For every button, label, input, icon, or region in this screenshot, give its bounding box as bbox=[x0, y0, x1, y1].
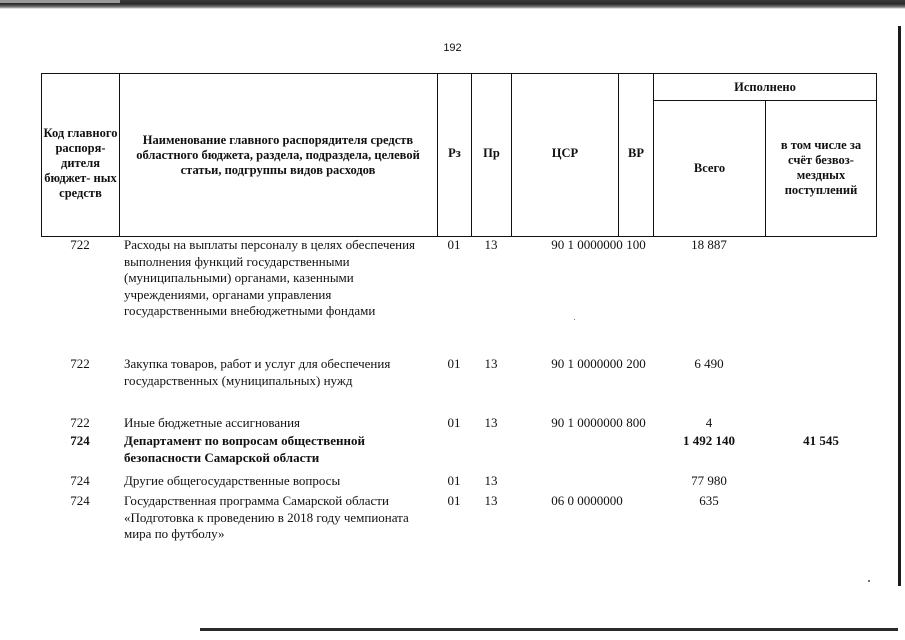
cell-name: Другие общегосударственные вопросы bbox=[124, 473, 341, 488]
scan-edge-top bbox=[0, 0, 905, 9]
cell-code: 724 bbox=[70, 433, 90, 448]
cell-pr: 13 bbox=[484, 356, 498, 371]
header-total: Всего bbox=[693, 160, 726, 175]
header-name: Наименование главного распорядителя средств областного бюджета, раздела, подраздела, целевой статьи, подгруппы видов расходов bbox=[136, 133, 420, 177]
header-csr: ЦСР bbox=[551, 145, 579, 160]
cell-name: Расходы на выплаты персоналу в целях обеспечения выполнения функций государственными (муниципальными) органами, казенными учреждениями, органами управления государственными внебюджетными фондами bbox=[124, 237, 416, 318]
cell-total: 77 980 bbox=[691, 473, 727, 488]
cell-rz: 01 bbox=[447, 473, 461, 488]
cell-total: 6 490 bbox=[694, 356, 724, 371]
cell-pr: 13 bbox=[484, 493, 498, 508]
header-rz: Рз bbox=[448, 145, 461, 160]
cell-free-receipts: 41 545 bbox=[803, 433, 839, 448]
scan-edge-bottom bbox=[200, 628, 898, 631]
cell-pr: 13 bbox=[484, 415, 498, 430]
cell-code: 724 bbox=[70, 493, 90, 508]
scan-speck bbox=[574, 319, 575, 320]
cell-vr: 100 bbox=[626, 237, 646, 252]
cell-total: 635 bbox=[699, 493, 719, 508]
table-header bbox=[41, 73, 877, 237]
cell-name: Иные бюджетные ассигнования bbox=[124, 415, 301, 430]
cell-csr: 90 1 0000000 bbox=[551, 237, 623, 252]
cell-code: 722 bbox=[70, 415, 90, 430]
header-pr: Пр bbox=[483, 145, 500, 160]
cell-code: 722 bbox=[70, 237, 90, 252]
cell-vr: 800 bbox=[626, 415, 646, 430]
cell-rz: 01 bbox=[447, 493, 461, 508]
header-free-receipts: в том числе за счёт безвоз- мездных поступлений bbox=[780, 138, 862, 197]
cell-name: Закупка товаров, работ и услуг для обеспечения государственных (муниципальных) нужд bbox=[124, 356, 391, 388]
cell-rz: 01 bbox=[447, 415, 461, 430]
cell-name: Государственная программа Самарской области «Подготовка к проведению в 2018 году чемпионата мира по футболу» bbox=[124, 493, 409, 541]
cell-csr: 90 1 0000000 bbox=[551, 356, 623, 371]
cell-pr: 13 bbox=[484, 237, 498, 252]
cell-code: 724 bbox=[70, 473, 90, 488]
cell-code: 722 bbox=[70, 356, 90, 371]
cell-total: 4 bbox=[705, 415, 713, 430]
scan-edge-right bbox=[898, 26, 901, 586]
cell-total: 1 492 140 bbox=[683, 433, 735, 448]
cell-csr: 06 0 0000000 bbox=[551, 493, 623, 508]
cell-csr: 90 1 0000000 bbox=[551, 415, 623, 430]
header-executed: Исполнено bbox=[734, 79, 796, 94]
cell-pr: 13 bbox=[484, 473, 498, 488]
scan-speck bbox=[868, 580, 870, 582]
cell-total: 18 887 bbox=[691, 237, 727, 252]
cell-rz: 01 bbox=[447, 356, 461, 371]
cell-vr: 200 bbox=[626, 356, 646, 371]
header-vr: ВР bbox=[628, 145, 644, 160]
cell-rz: 01 bbox=[447, 237, 461, 252]
header-code: Код главного распоря- дителя бюджет- ных средств bbox=[43, 125, 118, 200]
cell-name: Департамент по вопросам общественной безопасности Самарской области bbox=[124, 433, 365, 465]
page-number: 192 bbox=[443, 42, 462, 54]
